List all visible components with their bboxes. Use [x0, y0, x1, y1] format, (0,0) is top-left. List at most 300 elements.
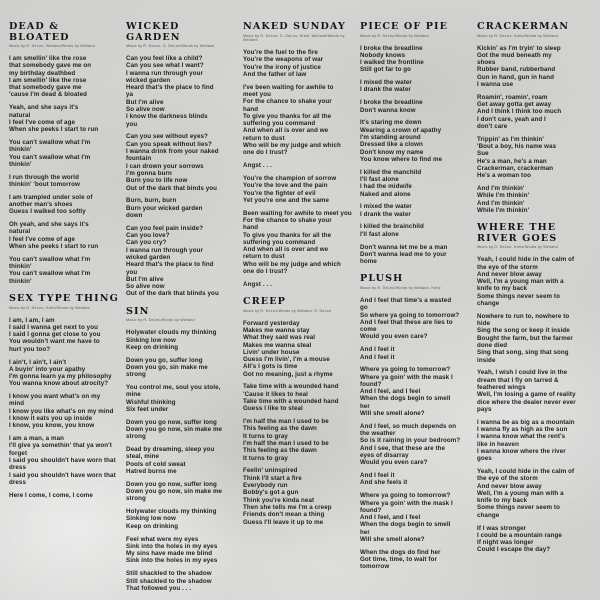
stanza — [9, 256, 121, 285]
lyric-line: I run through the world — [9, 173, 80, 181]
lyric-line: When the dogs begin to smell — [360, 395, 451, 403]
lyric-line: I wanna use — [477, 80, 514, 88]
stanza — [243, 383, 355, 412]
lyric-line: Can you love? — [126, 232, 170, 240]
lyric-line: Down you go now, suffer long — [126, 480, 217, 488]
lyric-line: Yeah, I could hide in the calm of — [477, 467, 575, 475]
lyric-line: I am trampled under sole of — [9, 193, 93, 201]
lyric-line: suffering you command — [243, 238, 316, 246]
lyric-line: I wanna fly as high as the sun — [477, 425, 568, 433]
lyric-line: And I feel, and I feel — [360, 514, 421, 522]
lyric-line: I broke the breadline — [360, 99, 423, 107]
lyric-line: I wanna be as big as a mountain — [477, 418, 575, 426]
stanza — [243, 84, 355, 157]
lyric-line: I'm standing around — [360, 133, 421, 141]
lyric-line: I don't care, yeah and I — [477, 115, 546, 123]
lyric-line: Can you see without eyes? — [126, 133, 208, 141]
lyric-line: that somebody gave me on — [9, 62, 92, 70]
lyric-line: Can you speak without lies? — [126, 140, 212, 148]
song-credit: Music by D. DeLeo, Kretz/Words by Weiland — [9, 305, 90, 310]
lyric-line: I know, you know, you know — [9, 422, 95, 430]
lyric-line: found? — [360, 380, 382, 388]
song-credit: Music by R. DeLeo, Weiland/Words by Weiland — [9, 44, 95, 48]
lyric-line: And I feel that these are lies to — [360, 318, 453, 326]
lyric-line: Naked and alone — [360, 190, 411, 198]
lyric-line: It turns to gray — [243, 454, 288, 462]
lyric-line: Angst . . . — [243, 162, 272, 170]
lyric-line: Dressed like a clown — [360, 141, 423, 149]
lyric-line: knife to my back — [477, 497, 528, 505]
lyric-line: You're the champion of sorrow — [243, 174, 337, 182]
lyric-line: I am a man, a man — [9, 435, 65, 443]
stanza — [126, 384, 238, 413]
lyric-line: Trippin' as I'm thinkin' — [477, 135, 544, 143]
lyric-line: I said I gonna get close to you — [9, 331, 101, 339]
lyric-line: the weather — [360, 430, 396, 438]
lyric-line: Makes me wanna stay — [243, 326, 310, 334]
lyrics-column-5 — [477, 22, 589, 600]
lyric-line: strong — [126, 433, 146, 441]
lyric-line: Down you go, suffer long — [126, 356, 203, 364]
lyric-line: forget — [9, 449, 28, 457]
lyric-line: her — [360, 402, 370, 410]
song-title: SEX TYPE THING — [9, 293, 119, 305]
lyric-line: I feel I've come of age — [9, 235, 76, 243]
lyric-line: return to dust — [243, 253, 285, 261]
lyric-line: natural — [9, 228, 31, 236]
song-credit: Music by R. DeLeo, Kretz/Words by Weiland — [477, 33, 558, 38]
lyric-line: I killed the manchild — [360, 168, 422, 176]
lyric-line: Keep on drinking — [126, 522, 179, 530]
lyric-line: done died — [477, 342, 508, 349]
lyric-line: that somebody gave me — [9, 84, 82, 92]
lyric-line: I know it eats you up inside — [9, 415, 93, 423]
lyric-line: Sue — [477, 150, 489, 158]
lyric-line: Hatred burns me — [126, 467, 177, 475]
stanza — [360, 223, 472, 238]
stanza — [477, 185, 589, 214]
lyric-line: Will she smell alone? — [360, 536, 425, 544]
stanza — [477, 136, 589, 180]
lyric-line: When the dogs begin to smell — [360, 521, 451, 529]
lyric-line: I wanna run through your — [126, 246, 203, 254]
lyric-line: Kickin' as I'm tryin' to sleep — [477, 44, 561, 52]
stanza — [243, 162, 355, 169]
lyric-line: Sinking low now — [126, 515, 176, 523]
lyric-line: Can you feel pain inside? — [126, 224, 204, 232]
lyric-line: like in heaven — [477, 440, 519, 448]
lyric-line: 'Cause it likes to heal — [243, 390, 308, 398]
lyric-line: And she feels it — [360, 479, 408, 487]
lyric-line: I could be a mountain range — [477, 531, 562, 539]
lyric-line: And when all is over and we — [243, 246, 329, 254]
lyric-line: wicked garden — [126, 253, 171, 261]
song-title: WICKED GARDEN — [126, 21, 181, 43]
lyric-line: Well, I'm a young man with a — [477, 278, 564, 286]
lyric-line: Keep on drinking — [126, 343, 179, 351]
lyric-line: Sing that song, sing that song — [477, 349, 569, 357]
lyric-line: steal, mine — [126, 453, 160, 461]
lyric-line: suffering you command — [243, 120, 316, 128]
song-credit: Music by R. DeLeo, D. DeLeo, Kretz, Weiland/Words by Weiland — [243, 33, 345, 42]
lyric-line: You can't swallow what I'm — [9, 270, 91, 278]
lyric-line: another man's shoes — [9, 201, 73, 209]
lyric-line: You control me, soul you stole, — [126, 383, 221, 391]
lyric-line: return to dust — [243, 134, 285, 142]
lyrics-column-1 — [9, 22, 121, 600]
lyric-line: change — [477, 300, 500, 308]
lyric-line: Guess I'll leave it up to me — [243, 518, 324, 526]
stanza — [126, 357, 238, 379]
stanza — [360, 203, 472, 218]
lyric-line: Who will be my judge and which — [243, 142, 341, 150]
lyric-line: Holywater clouds my thinking — [126, 508, 217, 516]
lyric-line: Take time with a wounded hand — [243, 383, 339, 391]
lyric-line: But I'm alive — [126, 275, 164, 283]
lyric-line: Makes me wanna steal — [243, 341, 312, 349]
song-title: PLUSH — [360, 273, 404, 285]
lyric-line: Yeah, I wish I could live in the — [477, 369, 568, 377]
lyric-line: But I'm alive — [126, 98, 164, 106]
stanza — [477, 369, 589, 413]
lyric-line: 'cause I'm dead & bloated — [9, 91, 87, 99]
lyric-line: It's staring me down — [360, 119, 422, 127]
lyric-line: thinkin' 'bout tomorrow — [9, 180, 80, 188]
lyric-line: you — [126, 268, 138, 276]
lyric-line: ya — [126, 91, 134, 99]
lyric-line: feathered wings — [477, 383, 526, 391]
lyric-line: Don't know my name — [360, 148, 424, 156]
lyric-line: Out of the dark that blinds you — [126, 290, 219, 298]
lyric-line: thinkin' — [9, 277, 32, 285]
lyric-line: I'm half the man I used to be — [243, 418, 329, 426]
lyric-line: Don't wanna let me be a man — [360, 243, 448, 251]
lyric-line: I am, I am, I am — [9, 316, 55, 324]
lyric-line: fountain — [126, 155, 152, 163]
lyric-line: Heard that's the place to find — [126, 84, 214, 92]
stanza — [477, 94, 589, 130]
stanza — [360, 244, 472, 266]
lyric-line: natural — [9, 111, 31, 119]
stanza — [126, 329, 238, 351]
song-block — [9, 294, 121, 499]
lyric-line: And I think I think too much — [477, 108, 562, 116]
lyric-line: I drank the water — [360, 86, 411, 94]
lyric-line: Don't wanna lead me to your — [360, 250, 447, 258]
lyric-line: dress — [9, 478, 27, 486]
stanza — [243, 49, 355, 78]
lyric-line: I mixed the water — [360, 203, 412, 211]
stanza — [243, 281, 355, 288]
lyric-line: dice where the dealer never ever — [477, 398, 576, 406]
lyric-line: I said I wanna get next to you — [9, 323, 98, 331]
lyric-line: change — [477, 511, 500, 519]
lyric-line: Can you see what I want? — [126, 62, 204, 70]
lyric-line: I ain't, I ain't, I ain't — [9, 358, 67, 366]
lyric-line: You're the irony of justice — [243, 63, 321, 71]
lyric-line: I feel I've come of age — [9, 118, 76, 126]
lyric-line: Pools of cold sweat — [126, 460, 186, 468]
lyric-line: Get away gotta get away — [477, 101, 552, 109]
lyric-line: And when all is over and we — [243, 127, 329, 135]
lyric-line: I've been waiting for awhile to — [243, 83, 334, 91]
lyric-line: strong — [126, 495, 146, 503]
lyric-line: Yet you're one and the same — [243, 196, 330, 204]
lyric-line: Down you go now, sin make me — [126, 488, 223, 496]
lyric-line: Could I escape the day? — [477, 546, 551, 554]
lyric-line: And I feel it — [360, 346, 395, 354]
stanza — [9, 435, 121, 486]
lyric-line: Here I come, I come, I come — [9, 491, 93, 499]
lyric-line: mine — [126, 391, 141, 399]
lyric-line: All's I gots is time — [243, 363, 298, 371]
lyric-line: I mixed the water — [360, 79, 412, 87]
stanza — [9, 174, 121, 189]
lyric-line: hide — [477, 320, 491, 328]
lyric-line: Bought the farm, but the farmer — [477, 334, 573, 342]
lyric-line: Holywater clouds my thinking — [126, 329, 217, 337]
lyric-line: Nobody knows — [360, 51, 406, 59]
lyric-line: He's a man, he's a man — [477, 157, 547, 165]
lyric-line: don't care — [477, 122, 508, 130]
song-block — [126, 22, 238, 298]
stanza — [477, 313, 589, 364]
lyric-line: You can't swallow what I'm — [9, 153, 91, 161]
song-block — [477, 22, 589, 214]
lyric-line: You're the fighter of evil — [243, 189, 316, 197]
lyric-line: While I'm thinkin' — [477, 206, 530, 214]
lyric-line: I know you like what's on my mind — [9, 407, 114, 415]
song-block — [243, 22, 355, 288]
lyric-line: Yeah, I could hide in the calm of — [477, 256, 575, 264]
lyric-line: When the dogs do find her — [360, 548, 441, 556]
lyric-line: one do I trust? — [243, 268, 288, 276]
lyric-line: Guess I walked too softly — [9, 208, 86, 216]
stanza — [360, 346, 472, 361]
lyric-line: To give you thanks for all the — [243, 112, 332, 120]
song-title: CREEP — [243, 296, 286, 308]
lyric-line: Guess I like to steal — [243, 405, 303, 413]
stanza — [126, 133, 238, 191]
song-credit: Music by R. DeLeo, D. DeLeo/Words by Weiland — [126, 44, 215, 48]
song-credit: Music by R. DeLeo/Words by Weiland, R. DeLeo — [243, 308, 332, 313]
lyric-line: Livin' under house — [243, 348, 300, 356]
lyric-line: dream that I fly on tarred & — [477, 376, 559, 384]
lyric-line: Out of the dark that binds you — [126, 184, 217, 192]
lyrics-column-4 — [360, 22, 472, 600]
lyric-line: I walked the frontline — [360, 59, 424, 67]
lyric-line: I wanna know where the river — [477, 447, 566, 455]
stanza — [126, 419, 238, 441]
lyric-line: I am smellin' like the rose — [9, 55, 87, 62]
lyric-line: Guess I'm livin', I'm a mouse — [243, 356, 330, 364]
stanza — [126, 570, 238, 592]
lyric-line: I can drown your sorrows — [126, 162, 204, 170]
lyric-line: You know where to find me — [360, 155, 443, 163]
stanza — [9, 359, 121, 388]
lyric-line: Burn your wicked garden — [126, 204, 203, 212]
lyric-line: Everybody run — [243, 482, 288, 490]
lyric-line: the eye of the storm — [477, 263, 538, 271]
lyric-line: And I feel, so much depends on — [360, 422, 457, 430]
song-block — [360, 274, 472, 570]
song-block — [243, 297, 355, 526]
stanza — [477, 525, 589, 554]
lyric-line: You can't swallow what I'm — [9, 255, 91, 263]
lyric-line: So is it raining in your bedroom? — [360, 437, 461, 445]
lyric-line: Forward yesterday — [243, 319, 300, 327]
lyric-line: Wearing a crown of apathy — [360, 126, 442, 134]
lyric-line: Feel what were my eyes — [126, 535, 199, 543]
stanza — [9, 139, 121, 168]
stanza — [477, 45, 589, 89]
stanza — [360, 366, 472, 417]
lyric-line: Got time, time, to wait for — [360, 556, 437, 564]
lyric-line: You can't swallow what I'm — [9, 138, 91, 146]
stanza — [243, 418, 355, 462]
lyric-line: And I feel, and I feel — [360, 388, 421, 396]
lyric-line: I wanna drink from your naked — [126, 148, 219, 156]
stanza — [126, 481, 238, 503]
lyric-line: I wanna run through your — [126, 69, 203, 77]
stanza — [243, 320, 355, 378]
lyric-line: knife to my back — [477, 285, 528, 293]
stanza — [9, 221, 121, 250]
lyric-line: He's a woman too — [477, 172, 531, 180]
lyric-line: found? — [360, 506, 382, 514]
lyric-line: That followed you . . . — [126, 584, 192, 592]
lyric-line: Roamin', roamin', roam — [477, 93, 548, 101]
lyric-line: Rubber band, rubberband — [477, 66, 556, 74]
song-credit: Music by R. DeLeo/Words by Weiland, Kretz — [360, 285, 441, 290]
lyric-line: Still shackled to the shadow — [126, 570, 212, 578]
lyric-line: Think you're kinda neat — [243, 496, 315, 504]
lyric-line: I know the darkness blinds — [126, 113, 208, 121]
lyric-line: And I'm thinkin' — [477, 185, 525, 193]
song-block — [360, 22, 472, 265]
lyric-line: Wishful thinking — [126, 398, 176, 406]
lyric-line: Gun in hand, gun in hand — [477, 73, 554, 81]
lyric-line: I'm half the man I used to be — [243, 440, 329, 448]
lyric-line: I'm gonna burn — [126, 169, 172, 177]
song-title: SIN — [126, 305, 150, 317]
lyric-line: Take time with a wounded hand — [243, 398, 339, 406]
stanza — [243, 175, 355, 204]
lyric-line: I had the midwife — [360, 183, 412, 191]
song-block — [126, 307, 238, 592]
lyric-line: When she peeks I start to run — [9, 126, 99, 134]
lyric-line: Then she tells me I'm a creep — [243, 503, 332, 511]
stanza — [126, 446, 238, 475]
stanza — [9, 55, 121, 99]
stanza — [360, 79, 472, 94]
lyric-line: Feelin' uninspired — [243, 467, 298, 475]
lyrics-column-3 — [243, 22, 355, 600]
lyric-line: You wanna know about atrocity? — [9, 380, 109, 388]
song-title: PIECE OF PIE — [360, 21, 449, 32]
song-block — [477, 223, 589, 553]
lyric-line: Would you even care? — [360, 459, 428, 467]
lyric-line: go — [360, 304, 368, 312]
lyric-line: hand — [243, 224, 259, 232]
lyric-line: one do I trust? — [243, 149, 288, 157]
lyric-line: I know you want what's on my — [9, 393, 101, 401]
lyric-line: Dead by dreaming, sleep you — [126, 446, 215, 454]
lyric-line: And never blow away — [477, 482, 542, 490]
lyric-line: And never blow away — [477, 270, 542, 278]
stanza — [243, 210, 355, 276]
stanza — [360, 492, 472, 543]
lyric-line: For the chance to shake your — [243, 98, 332, 106]
lyric-line: Some things never seem to — [477, 504, 560, 512]
lyric-line: Burn you to life now — [126, 177, 188, 185]
lyric-line: I wanna know what the rent's — [477, 433, 566, 441]
stanza — [477, 256, 589, 307]
stanza — [360, 472, 472, 487]
lyric-line: I killed the brainchild — [360, 223, 424, 231]
lyric-line: What they said was real — [243, 334, 316, 342]
lyric-line: I said you shouldn't have worn that — [9, 457, 116, 465]
stanza — [9, 194, 121, 216]
stanza — [126, 225, 238, 298]
lyric-line: Where ya goin' with the mask I — [360, 499, 453, 507]
lyric-line: I'll give ya somethin' that ya won't — [9, 442, 112, 450]
lyric-line: And I see, that these are the — [360, 444, 446, 452]
stanza — [9, 492, 121, 499]
lyric-line: My sins have made me blind — [126, 550, 213, 558]
stanza — [9, 393, 121, 429]
stanza — [9, 317, 121, 353]
lyric-line: It turns to gray — [243, 432, 288, 440]
lyric-line: So alive now — [126, 106, 165, 114]
lyric-line: my birthday deathbed — [9, 69, 76, 77]
lyric-line: And I feel it — [360, 472, 395, 480]
lyric-line: I'll fast alone — [360, 230, 399, 238]
lyric-line: 'Bout a boy, his name was — [477, 143, 557, 151]
stanza — [126, 197, 238, 219]
lyric-line: you — [126, 120, 138, 128]
lyric-line: hurt you too? — [9, 345, 51, 353]
lyric-line: Still got far to go — [360, 66, 412, 74]
lyric-line: Well, I'm a young man with a — [477, 489, 564, 497]
lyric-line: I said you shouldn't have worn that — [9, 471, 116, 479]
lyric-line: the eye of the storm — [477, 475, 538, 483]
lyric-line: Sink into the holes in my eyes — [126, 542, 218, 550]
stanza — [360, 169, 472, 198]
lyric-line: thinkin' — [9, 263, 32, 271]
lyric-line: Don't wanna know — [360, 106, 416, 114]
stanza — [126, 508, 238, 530]
lyric-line: pays — [477, 405, 492, 413]
song-title: NAKED SUNDAY — [243, 21, 346, 32]
lyric-line: Some things never seem to — [477, 292, 560, 300]
lyrics-column-2 — [126, 22, 238, 600]
lyric-line: Will she smell alone? — [360, 410, 425, 418]
stanza — [126, 536, 238, 565]
lyric-line: Crackerman, crackerman — [477, 164, 554, 172]
song-block — [9, 22, 121, 285]
lyric-line: Six feet under — [126, 405, 169, 413]
lyric-line: This feeling as the dawn — [243, 425, 317, 433]
lyric-line: So alive now — [126, 283, 165, 291]
lyric-line: Well, I'm losing a game of reality — [477, 391, 576, 399]
lyric-line: Sinking low now — [126, 336, 176, 344]
lyric-line: down — [126, 211, 143, 219]
lyric-line: Oh yeah, and she says it's — [9, 221, 89, 229]
stanza — [360, 45, 472, 74]
lyric-line: shoes — [477, 59, 496, 67]
song-credit: Music by D. DeLeo, Kretz/Words by Weiland — [477, 245, 558, 250]
